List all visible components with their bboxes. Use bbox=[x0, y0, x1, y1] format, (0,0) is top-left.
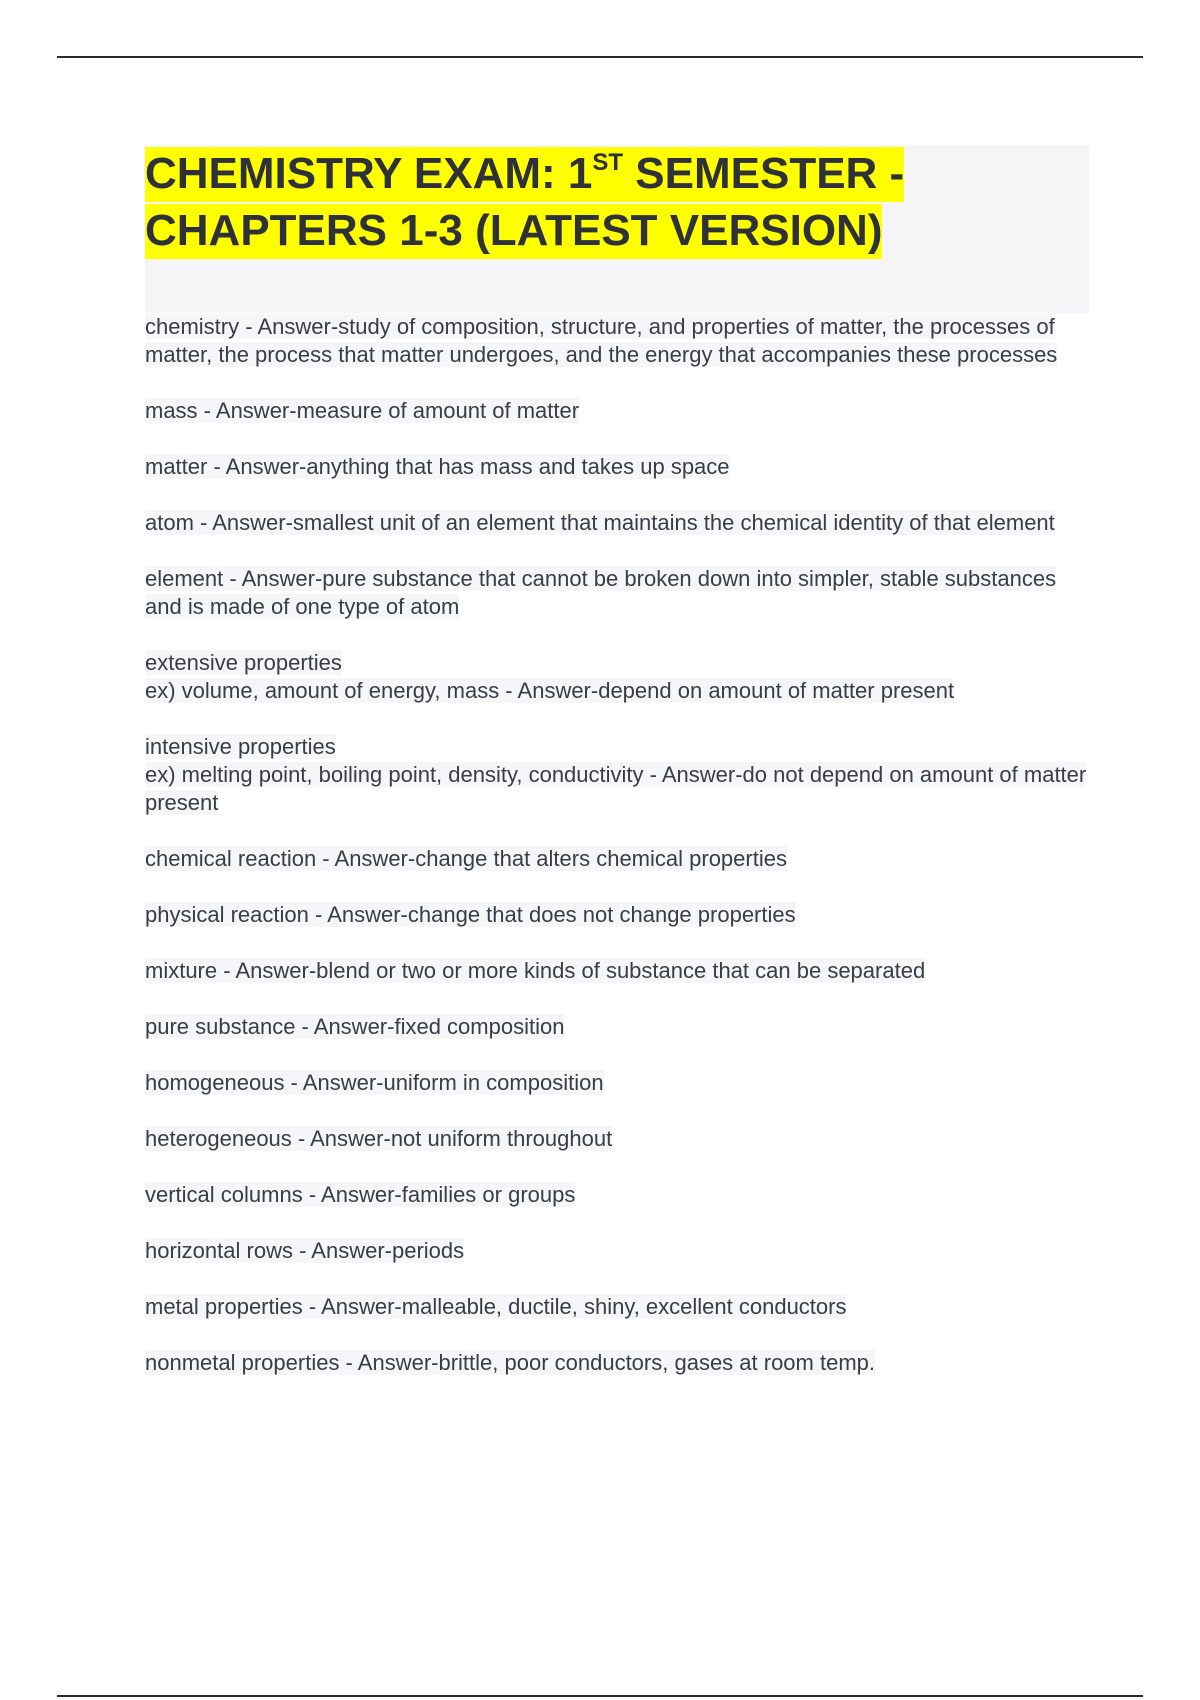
entry-text: chemistry - Answer-study of composition, structure, and properties of matter, the processes of matter, the process that matter undergoes, and the energy that accompanies these processes bbox=[145, 314, 1058, 367]
definition-entry-intensive-properties bbox=[145, 733, 1089, 817]
entry-text: atom - Answer-smallest unit of an element that maintains the chemical identity of that element bbox=[145, 510, 1055, 535]
entry-term: intensive properties bbox=[145, 734, 336, 759]
document-title bbox=[145, 145, 1089, 259]
top-rule bbox=[57, 56, 1143, 58]
entry-text: vertical columns - Answer-families or groups bbox=[145, 1182, 576, 1207]
entry-answer-line bbox=[145, 761, 1089, 817]
entry-text: heterogeneous - Answer-not uniform throughout bbox=[145, 1126, 613, 1151]
definition-entry-horizontal-rows bbox=[145, 1237, 1089, 1265]
entry-term-line bbox=[145, 733, 1089, 761]
definition-entry-heterogeneous bbox=[145, 1125, 1089, 1153]
definition-entry-mixture bbox=[145, 957, 1089, 985]
entry-answer-line bbox=[145, 677, 1089, 705]
entry-text: matter - Answer-anything that has mass and takes up space bbox=[145, 454, 730, 479]
definition-entry-chemistry bbox=[145, 313, 1089, 369]
entry-answer: ex) volume, amount of energy, mass - Answer-depend on amount of matter present bbox=[145, 678, 955, 703]
entry-text: mixture - Answer-blend or two or more kinds of substance that can be separated bbox=[145, 958, 926, 983]
entry-answer: ex) melting point, boiling point, density, conductivity - Answer-do not depend on amount of matter present bbox=[145, 762, 1087, 815]
entry-term: extensive properties bbox=[145, 650, 342, 675]
entry-text: horizontal rows - Answer-periods bbox=[145, 1238, 465, 1263]
definition-entry-extensive-properties bbox=[145, 649, 1089, 705]
entry-term-line bbox=[145, 649, 1089, 677]
entry-text: mass - Answer-measure of amount of matter bbox=[145, 398, 580, 423]
entry-text: homogeneous - Answer-uniform in composition bbox=[145, 1070, 604, 1095]
bottom-rule bbox=[57, 1695, 1143, 1697]
definition-entry-atom bbox=[145, 509, 1089, 537]
definition-list bbox=[145, 313, 1089, 1405]
entry-text: physical reaction - Answer-change that does not change properties bbox=[145, 902, 796, 927]
definition-entry-chemical-reaction bbox=[145, 845, 1089, 873]
entry-text: chemical reaction - Answer-change that alters chemical properties bbox=[145, 846, 787, 871]
title-text-part2: SEMESTER - CHAPTERS 1-3 (LATEST VERSION) bbox=[145, 149, 905, 255]
entry-text: element - Answer-pure substance that cannot be broken down into simpler, stable substances and is made of one type of atom bbox=[145, 566, 1057, 619]
title-text-part1: CHEMISTRY EXAM: 1 bbox=[145, 149, 593, 198]
definition-entry-matter bbox=[145, 453, 1089, 481]
title-superscript: ST bbox=[592, 149, 624, 176]
definition-entry-mass bbox=[145, 397, 1089, 425]
title-highlight bbox=[145, 147, 904, 259]
definition-entry-element bbox=[145, 565, 1089, 621]
definition-entry-homogeneous bbox=[145, 1069, 1089, 1097]
definition-entry-vertical-columns bbox=[145, 1181, 1089, 1209]
definition-entry-metal-properties bbox=[145, 1293, 1089, 1321]
definition-entry-pure-substance bbox=[145, 1013, 1089, 1041]
title-block bbox=[145, 145, 1089, 313]
entry-text: pure substance - Answer-fixed composition bbox=[145, 1014, 565, 1039]
definition-entry-physical-reaction bbox=[145, 901, 1089, 929]
entry-text: metal properties - Answer-malleable, ductile, shiny, excellent conductors bbox=[145, 1294, 847, 1319]
definition-entry-nonmetal-properties bbox=[145, 1349, 1089, 1377]
entry-text: nonmetal properties - Answer-brittle, poor conductors, gases at room temp. bbox=[145, 1350, 876, 1375]
